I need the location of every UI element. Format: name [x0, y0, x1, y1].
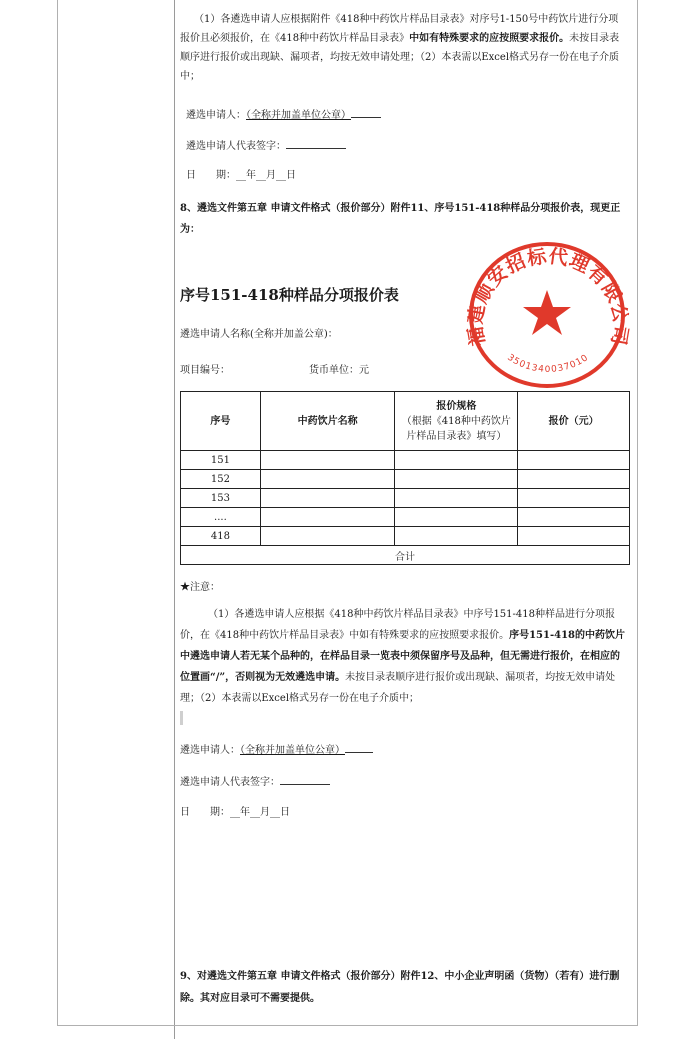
table-row [181, 470, 630, 489]
table-row [181, 489, 630, 508]
date-line-2: 日 期：__年__月__日 [180, 807, 290, 818]
representative-line-2: 遴选申请人代表签字： [180, 773, 330, 788]
table-total-row [181, 546, 630, 565]
total-label: 合计 [181, 546, 630, 565]
section-9-heading: 9、对遴选文件第五章 申请文件格式（报价部分）附件12、中小企业声明函（货物）（若有）进行删除。其对应目录可不需要提供。 [180, 971, 620, 1004]
intro-paragraph: （1）各遴选申请人应根据附件《418种中药饮片样品目录表》对序号1-150号中药饮片进行分项报价且必须报价，在《418种中药饮片样品目录表》中如有特殊要求的应按照要求报价。未按目录表顺序进行报价或出现缺、漏项者，均按无效申请处理；（2）本表需以Excel格式另存一份在电子介质中； [180, 14, 620, 82]
quote-table [180, 391, 630, 565]
seal-star [523, 290, 571, 335]
applicant-line-2: 遴选申请人：（全称并加盖单位公章） [180, 741, 373, 756]
row-index: 151 [181, 451, 261, 470]
col-header-name: 中药饮片名称 [260, 392, 395, 451]
representative-line-1: 遴选申请人代表签字： [186, 137, 346, 152]
row-index: 153 [181, 489, 261, 508]
applicant-line-1: 遴选申请人：（全称并加盖单位公章） [186, 106, 381, 121]
text-margin-line [174, 0, 175, 1039]
project-no-label: 项目编号： [180, 365, 230, 376]
form-title: 序号151-418种样品分项报价表 [180, 286, 399, 304]
currency-label: 货币单位：元 [309, 365, 369, 376]
left-margin-line [57, 0, 58, 1026]
table-row [181, 508, 630, 527]
date-line-1: 日 期：__年__月__日 [186, 170, 296, 181]
notes-paragraph: （1）各遴选申请人应根据《418种中药饮片样品目录表》中序号151-418种样品进行分项报价，在《418种中药饮片样品目录表》中如有特殊要求的应按照要求报价。序号151-418的中药饮片中遴选申请人若无某个品种的，在样品目录一览表中须保留序号及品种，但无需进行报价，在相应的位置画“/”，否则视为无效遴选申请。未按目录表顺序进行报价或出现缺、漏项者，均按无效申请处理；（2）本表需以Excel格式另存一份在电子介质中； [180, 609, 625, 704]
table-header-row [181, 392, 630, 451]
table-row [181, 451, 630, 470]
seal-code: 3501340037010 [505, 352, 591, 375]
company-seal [462, 236, 632, 394]
row-index: 418 [181, 527, 261, 546]
table-row [181, 527, 630, 546]
row-index: 152 [181, 470, 261, 489]
row-index: .... [181, 508, 261, 527]
bottom-margin-line [57, 1025, 638, 1026]
notes-title: ★注意： [180, 582, 220, 593]
section-8-heading: 8、遴选文件第五章 申请文件格式（报价部分）附件11、序号151-418种样品分项报价表，现更正为： [180, 203, 621, 235]
col-header-spec: 报价规格 （根据《418种中药饮片 片样品目录表》填写） [395, 392, 518, 451]
seal-text: 福建顺安招标代理有限公司 [464, 245, 632, 348]
col-header-index: 序号 [181, 392, 261, 451]
applicant-name-label: 遴选申请人名称(全称并加盖公章)： [180, 329, 338, 340]
right-margin-line [637, 0, 638, 1026]
text-cursor-mark [180, 711, 183, 725]
col-header-price: 报价（元） [518, 392, 630, 451]
